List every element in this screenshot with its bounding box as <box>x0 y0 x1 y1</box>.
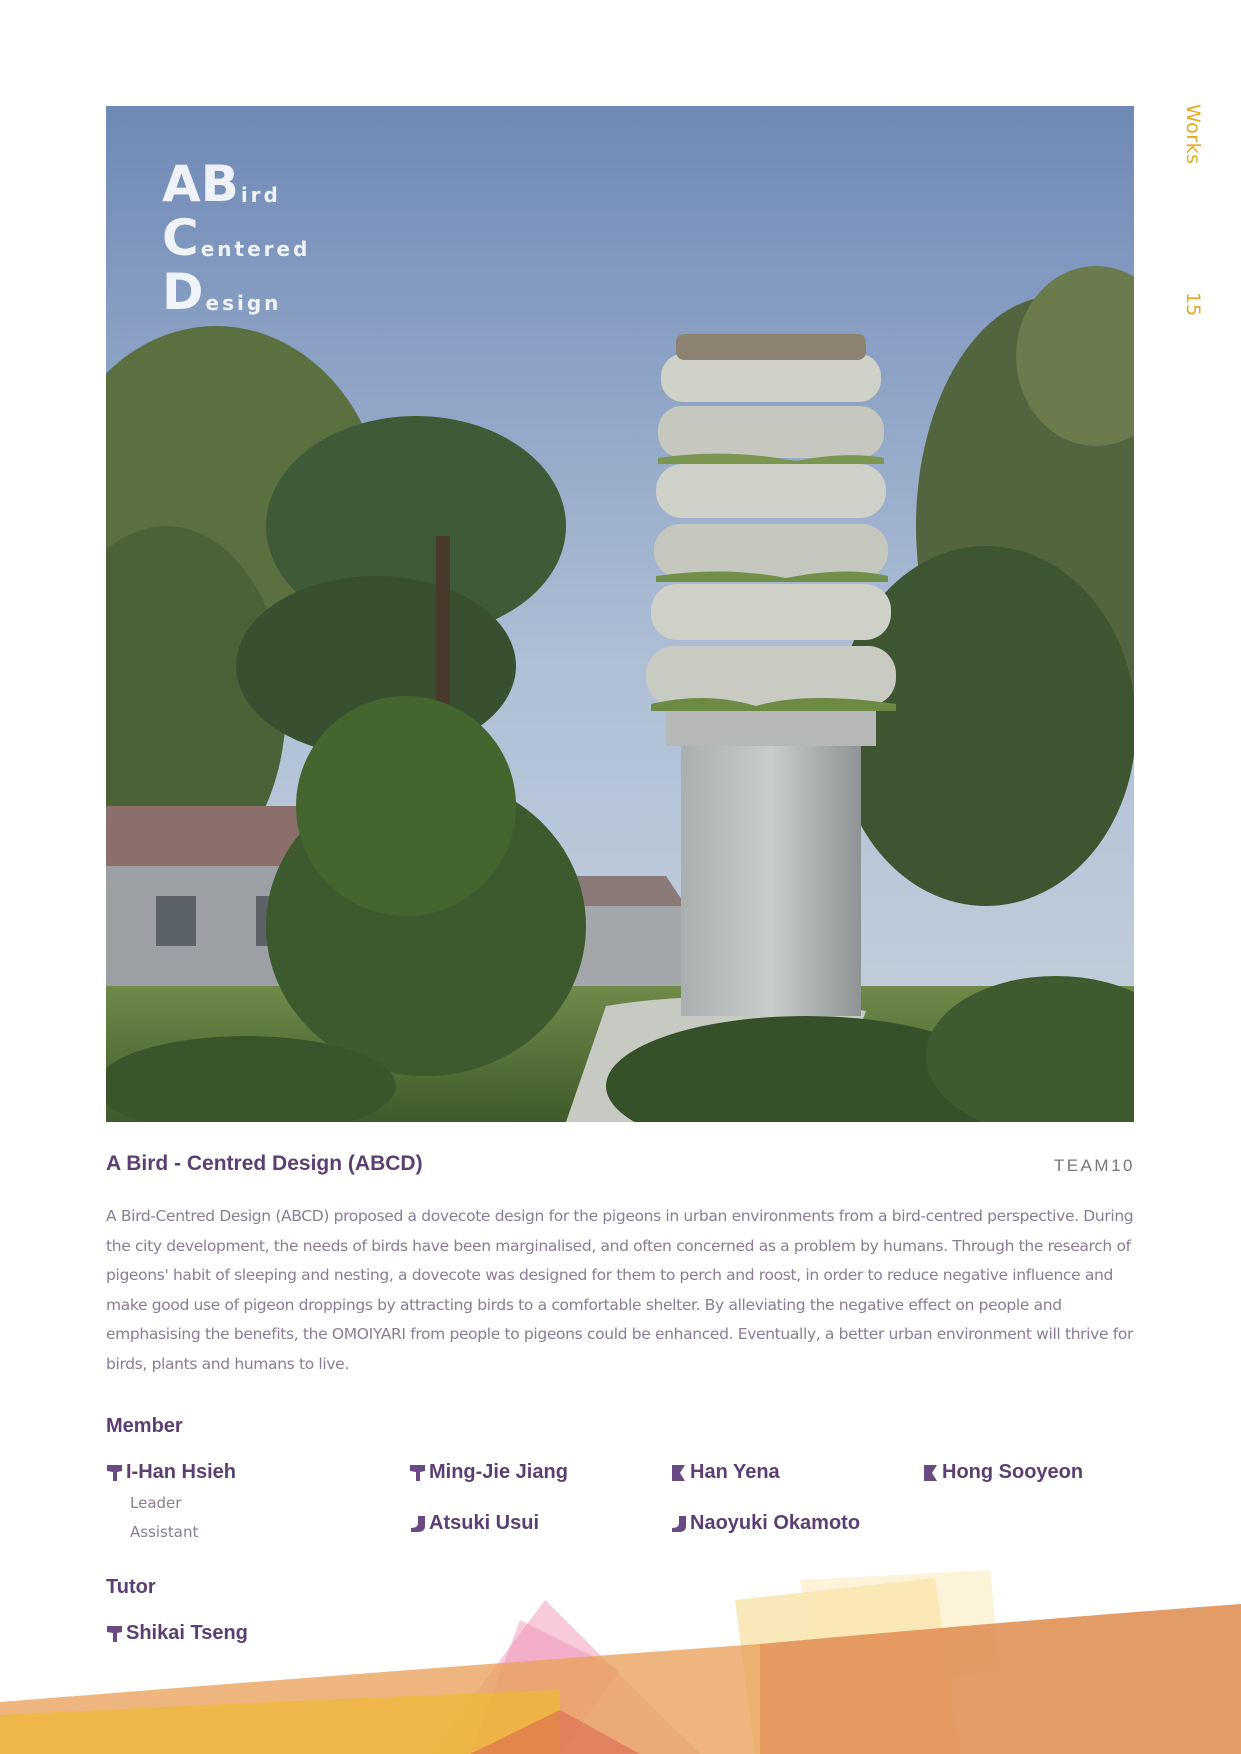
taiwan-icon <box>106 1463 123 1483</box>
abcd-logo <box>162 155 311 321</box>
korea-icon <box>922 1463 939 1483</box>
taiwan-icon <box>409 1463 426 1483</box>
member-role: Assistant <box>130 1523 199 1541</box>
footer-decoration <box>0 1560 1241 1754</box>
member-name: Hong Sooyeon <box>942 1461 1084 1483</box>
logo-letter-b: B <box>200 155 239 213</box>
logo-word-design: esign <box>205 291 282 315</box>
project-rendering <box>106 106 1134 1122</box>
page-number: 15 <box>1182 292 1204 317</box>
tutor-name: Shikai Tseng <box>126 1622 248 1644</box>
member-entry <box>106 1461 236 1484</box>
member-entry <box>409 1512 539 1535</box>
japan-icon <box>670 1514 687 1534</box>
logo-letter-a: A <box>162 155 201 213</box>
member-name: Han Yena <box>690 1461 780 1483</box>
member-name: Naoyuki Okamoto <box>690 1512 861 1534</box>
section-label: Works <box>1182 104 1204 165</box>
team-label: TEAM10 <box>1053 1156 1135 1175</box>
project-title: A Bird - Centred Design (ABCD) <box>106 1152 423 1175</box>
member-entry <box>922 1461 1083 1484</box>
member-entry <box>670 1461 780 1484</box>
member-name: Atsuki Usui <box>429 1512 540 1534</box>
japan-icon <box>409 1514 426 1534</box>
korea-icon <box>670 1463 687 1483</box>
member-heading: Member <box>106 1415 183 1437</box>
member-role: Leader <box>130 1494 182 1512</box>
tutor-heading: Tutor <box>106 1576 156 1598</box>
project-description: A Bird-Centred Design (ABCD) proposed a dovecote design for the pigeons in urban environments from a bird-centred perspective. During the city development, the needs of birds have been marginalised, and often concerned as a problem by humans. Through the research of pigeons' habit of sleeping and nesting, a dovecote was designed for them to perch and roost, in order to reduce negative influence and make good use of pigeon droppings by attracting birds to a comfortable shelter. By alleviating the negative effect on people and emphasising the benefits, the OMOIYARI from people to pigeons could be enhanced. Eventually, a better urban environment will thrive for birds, plants and humans to live. <box>106 1207 1134 1373</box>
logo-letter-c: C <box>162 209 199 267</box>
member-entry <box>670 1512 860 1535</box>
member-name: I-Han Hsieh <box>126 1461 237 1483</box>
member-entry <box>409 1461 568 1484</box>
logo-word-bird: ird <box>240 183 281 207</box>
logo-letter-d: D <box>162 263 204 321</box>
member-name: Ming-Jie Jiang <box>429 1461 568 1483</box>
logo-word-centered: entered <box>200 237 311 261</box>
